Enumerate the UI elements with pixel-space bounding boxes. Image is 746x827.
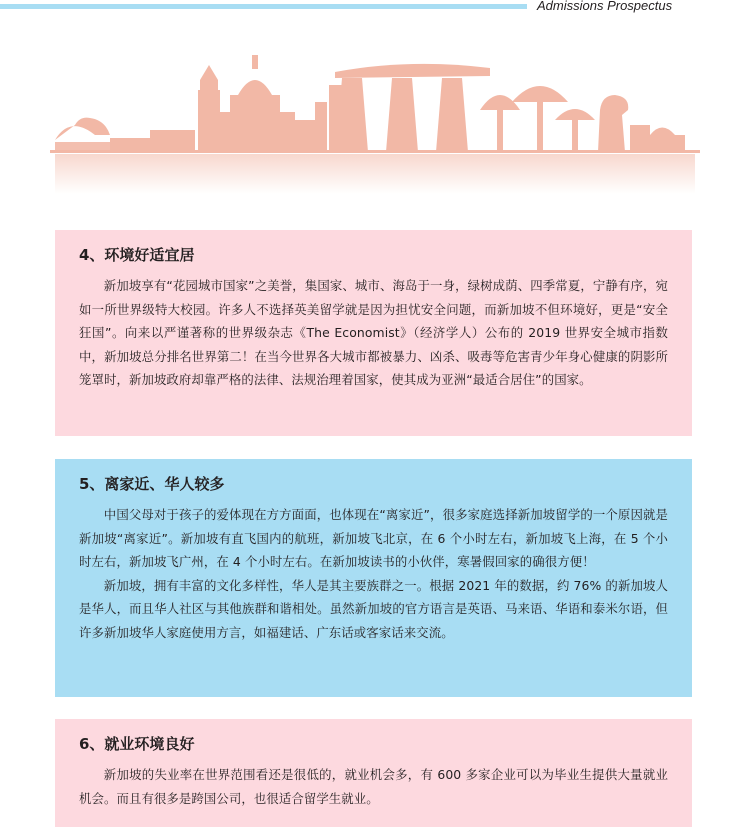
section-employment: [55, 719, 692, 827]
section-environment: [55, 230, 692, 436]
singapore-skyline-icon: [50, 40, 700, 210]
section-paragraph: 新加坡的失业率在世界范围看还是很低的，就业机会多，有 600 多家企业可以为毕业生提供大量就业机会。而且有很多是跨国公司，也很适合留学生就业。: [79, 767, 668, 806]
header-bar: [0, 4, 527, 9]
header-title: Admissions Prospectus: [537, 0, 673, 13]
section-paragraph: 新加坡享有“花园城市国家”之美誉，集国家、城市、海岛于一身，绿树成荫、四季常夏，宁静有序，宛如一所世界级特大校园。许多人不选择英美留学就是因为担忧安全问题，而新加坡不但环境好，更是“安全狂国”。向来以严谨著称的世界级杂志《The Economist》（经济学人）公布的 2019 世界安全城市指数中，新加坡总分排名世界第二！在当今世界各大城市都被暴力、凶杀、吸毒等危害青少年身心健康的阴影所笼罩时，新加坡政府却靠严格的法律、法规治理着国家，使其成为亚洲“最适合居住”的国家。: [79, 278, 668, 387]
section-paragraph: 中国父母对于孩子的爱体现在方方面面，也体现在“离家近”，很多家庭选择新加坡留学的一个原因就是新加坡“离家近”。新加坡有直飞国内的航班，新加坡飞北京，在 6 个小时左右，新加坡飞上海，在 5 个小时左右，新加坡飞广州，在 4 个小时左右。在新加坡读书的小伙伴，寒暑假回家的确很方便！: [79, 507, 668, 569]
section-paragraph: 新加坡，拥有丰富的文化多样性，华人是其主要族群之一。根据 2021 年的数据，约 76% 的新加坡人是华人，而且华人社区与其他族群和谐相处。虽然新加坡的官方语言是英语、马来语、华语和泰米尔语，但许多新加坡华人家庭使用方言，如福建话、广东话或客家话来交流。: [79, 577, 668, 640]
section-title: 6、就业环境良好: [79, 735, 195, 753]
section-title: 5、离家近、华人较多: [79, 475, 225, 493]
section-close-to-home: [55, 459, 692, 697]
section-title: 4、环境好适宜居: [79, 246, 195, 264]
